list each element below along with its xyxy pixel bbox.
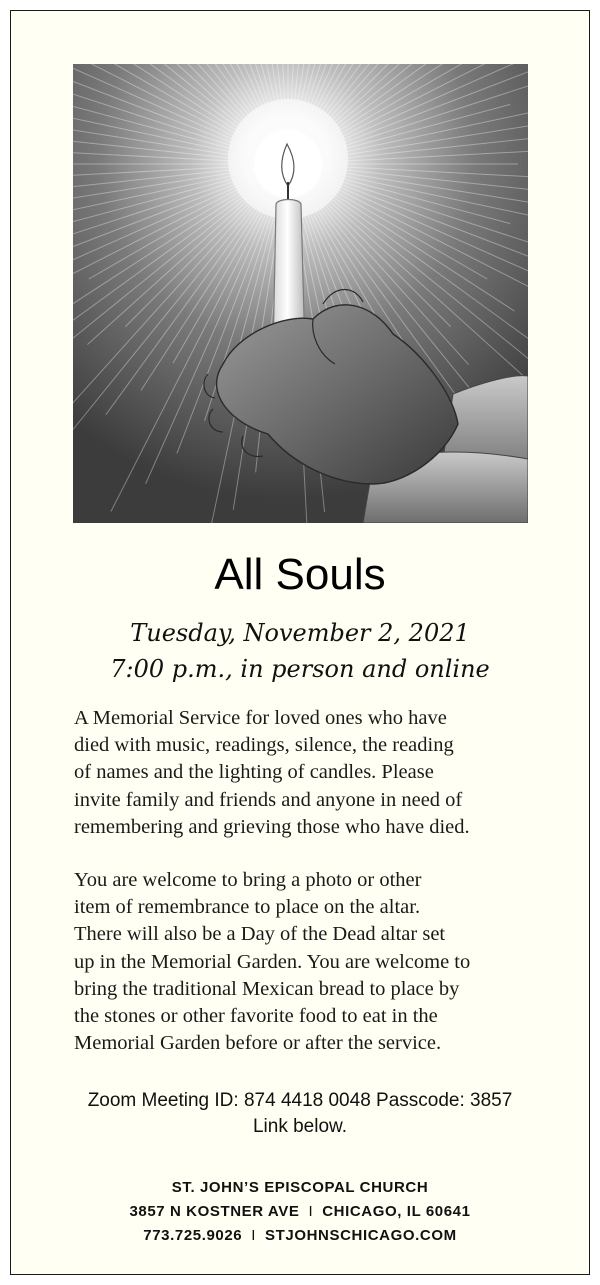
remembrance-line: bring the traditional Mexican bread to place by — [74, 977, 460, 1000]
description-paragraph — [74, 705, 544, 841]
remembrance-line: item of remembrance to place on the altar. — [74, 896, 421, 919]
address-street: 3857 N KOSTNER AVE — [129, 1203, 300, 1220]
candle-hands-illustration — [73, 64, 528, 523]
church-phone: 773.725.9026 — [143, 1227, 243, 1244]
event-time: 7:00 p.m., in person and online — [110, 655, 490, 683]
event-date: Tuesday, November 2, 2021 — [130, 619, 470, 647]
description-line: A Memorial Service for loved ones who have — [74, 707, 447, 729]
event-datetime — [11, 615, 589, 687]
description-line: of names and the lighting of candles. Please — [74, 761, 434, 784]
page-title: All Souls — [214, 550, 386, 599]
candle-in-hands-icon — [73, 64, 528, 523]
remembrance-line: the stones or other favorite food to eat in the — [74, 1005, 438, 1028]
church-footer — [11, 1176, 589, 1248]
church-address — [11, 1200, 589, 1224]
church-website: STJOHNSCHICAGO.COM — [265, 1227, 457, 1244]
zoom-meeting-line: Zoom Meeting ID: 874 4418 0048 Passcode: 3857 — [87, 1090, 513, 1111]
zoom-link-note: Link below. — [252, 1116, 347, 1137]
description-line: invite family and friends and anyone in need of — [74, 788, 463, 811]
footer-separator: I — [308, 1203, 314, 1220]
church-contact — [11, 1224, 589, 1248]
address-city: CHICAGO, IL 60641 — [322, 1203, 471, 1220]
remembrance-line: You are welcome to bring a photo or other — [74, 869, 422, 891]
footer-separator: I — [251, 1227, 257, 1244]
description-line: died with music, readings, silence, the reading — [74, 734, 454, 757]
church-name: ST. JOHN’S EPISCOPAL CHURCH — [171, 1179, 429, 1196]
zoom-info — [11, 1088, 589, 1140]
remembrance-paragraph — [74, 867, 544, 1057]
remembrance-line: There will also be a Day of the Dead altar set — [74, 923, 446, 946]
remembrance-line: up in the Memorial Garden. You are welcome to — [74, 950, 471, 973]
remembrance-line: Memorial Garden before or after the service. — [74, 1032, 442, 1055]
description-line: remembering and grieving those who have died. — [74, 815, 470, 838]
flyer-card — [10, 10, 590, 1275]
